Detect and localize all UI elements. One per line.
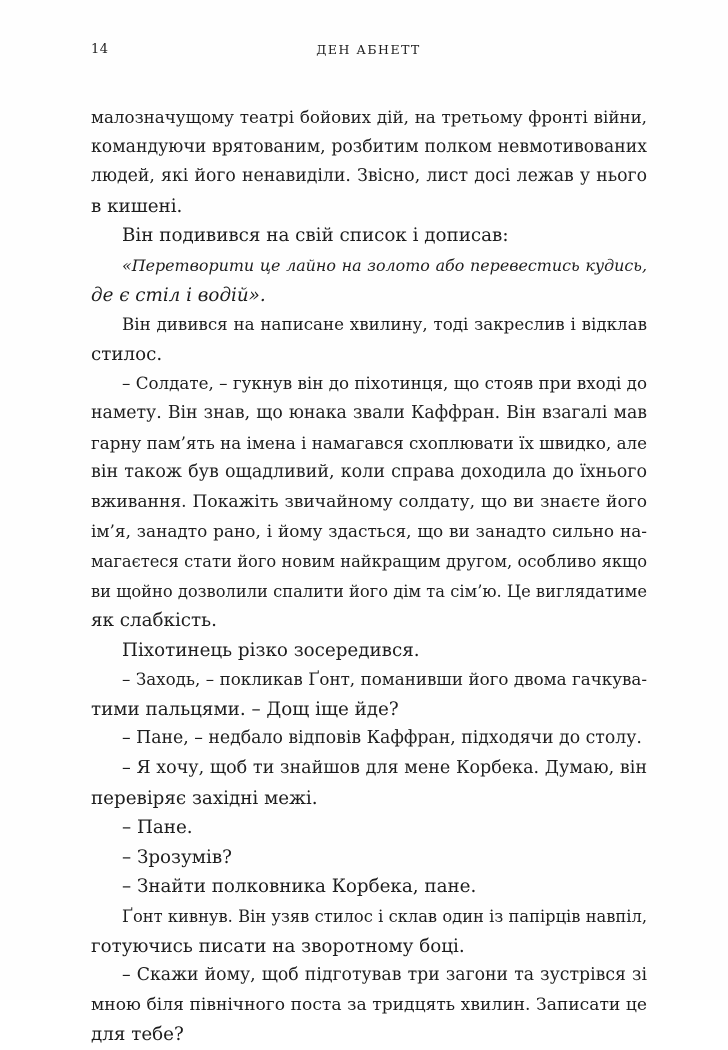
text-line: Він дивився на написане хвилину, тоді закреслив і відклав [122,314,647,335]
text-line: людей, які його ненавиділи. Звісно, лист досі лежав у нього [91,166,647,187]
text-line: – Солдате, – гукнув він до піхотинця, що стояв при вході до [122,373,647,394]
text-line: – Зрозумів? [122,846,232,868]
text-line: мною біля північного поста за тридцять хвилин. Записати це [91,994,647,1015]
text-line: тими пальцями. – Дощ іще йде? [91,698,399,720]
text-line: як слабкість. [91,610,217,632]
text-line: він також був ощадливий, коли справа доходила до їхнього [91,462,647,483]
text-line: для тебе? [91,1024,184,1046]
text-line: вживання. Покажіть звичайному солдату, що ви знаєте його [91,491,647,512]
body-text [91,103,647,1050]
text-line: готуючись писати на зворотному боці. [91,935,465,957]
text-line: – Я хочу, щоб ти знайшов для мене Корбека. Думаю, він [122,758,647,779]
text-line: командуючи врятованим, розбитим полком невмотивованих [91,136,647,157]
text-line: «Перетворити це лайно на золото або перевестись кудись, [122,255,647,275]
text-line: малозначущому театрі бойових дій, на третьому фронті війни, [91,107,647,127]
text-line: Піхотинець різко зосередився. [122,639,420,661]
text-line: – Пане. [122,817,193,839]
text-line: стилос. [91,343,163,365]
text-line: перевіряє західні межі. [91,787,318,809]
text-line: Ґонт кивнув. Він узяв стилос і склав один із папірців навпіл, [122,907,647,927]
text-line: Він подивився на свій список і дописав: [122,225,509,247]
text-line: – Пане, – недбало відповів Каффран, підходячи до столу. [122,728,642,749]
book-author: ДЕН АБНЕТТ [316,42,421,57]
text-line: – Знайти полковника Корбека, пане. [122,876,477,898]
text-line: гарну пам’ять на імена і намагався схоплювати їх швидко, але [91,432,647,453]
text-line: – Заходь, – покликав Ґонт, поманивши його двома гачкува- [122,669,647,690]
text-line: магаєтеся стати його новим найкращим другом, особливо якщо [91,551,647,571]
text-line: ви щойно дозволили спалити його дім та сім’ю. Це виглядатиме [91,581,647,601]
text-line: де є стіл і водій». [91,284,266,306]
page-number: 14 [91,42,109,57]
running-head [91,42,646,62]
text-line: намету. Він знав, що юнака звали Каффран. Він взагалі мав [91,402,647,423]
text-line: в кишені. [91,195,183,217]
text-line: – Скажи йому, щоб підготував три загони та зустрівся зі [122,965,647,986]
text-line: ім’я, занадто рано, і йому здасться, що ви занадто сильно на- [91,521,647,542]
